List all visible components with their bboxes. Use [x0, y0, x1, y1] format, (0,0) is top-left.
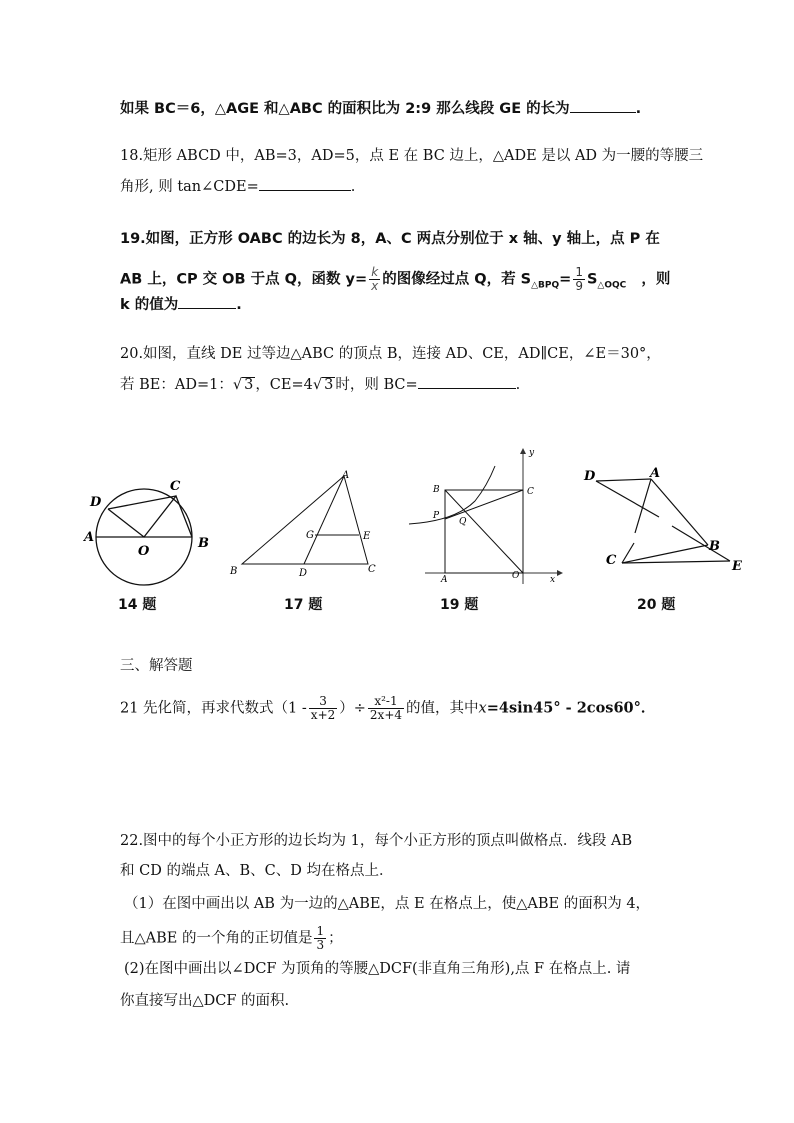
- q20-line2: 若 BE：AD=1：√ 3 ，CE=4√ 3 时，则 BC= .: [120, 374, 520, 395]
- f19-label-p: P: [433, 511, 440, 521]
- q21-text-d: =4sin45° - 2cos60°．: [486, 699, 656, 717]
- q17-end: .: [635, 101, 642, 117]
- q17-text: 如果 BC＝6，△AGE 和△ABC 的面积比为 2:9 那么线段 GE 的长为: [120, 101, 570, 117]
- q18-blank[interactable]: [259, 176, 351, 191]
- f14-label-a: A: [84, 530, 95, 545]
- figure-17: [225, 468, 385, 583]
- q19-line1: 19.如图，正方形 OABC 的边长为 8，A、C 两点分别位于 x 轴、y 轴上，点 P 在: [120, 231, 660, 247]
- q21-f1-den: x+2: [310, 708, 336, 722]
- q21-text-a: 21 先化简，再求代数式（1 -: [120, 700, 307, 717]
- f19-label-q: Q: [459, 517, 467, 527]
- f14-label-b: B: [198, 536, 209, 551]
- caption-19: 19 题: [440, 597, 479, 613]
- f20-label-e: E: [732, 559, 742, 574]
- q22-text-a: 且△ABE 的一个角的正切值是: [120, 930, 313, 947]
- q17-tail-line: [120, 98, 641, 119]
- f19-label-x: x: [550, 575, 556, 585]
- q22-text-b: ；: [328, 930, 343, 947]
- f14-label-o: O: [138, 544, 150, 559]
- f17-label-b: B: [230, 566, 238, 577]
- q21-text-b: ）÷: [339, 700, 366, 717]
- q21-x: x: [478, 700, 487, 717]
- q19-frac-19: [573, 266, 585, 293]
- sub-bpq: △BPQ: [531, 280, 560, 291]
- f17-label-c: C: [368, 564, 376, 575]
- q20-text-a: 若 BE：AD=1：: [120, 377, 233, 393]
- sub-oqc: △OQC: [597, 280, 627, 291]
- f20-label-d: D: [584, 469, 596, 484]
- figure-20: [578, 460, 748, 580]
- q20-text-c: 时，则 BC=: [335, 377, 418, 393]
- f20-label-a: A: [650, 466, 661, 481]
- q21-text-c: 的值，其中: [406, 700, 479, 717]
- q19-eq: =: [559, 271, 572, 288]
- f17-label-g: G: [306, 530, 314, 541]
- f20-label-c: C: [606, 553, 617, 568]
- f17-label-a: A: [342, 470, 350, 481]
- q20-end: .: [515, 377, 521, 393]
- f19-label-a: A: [441, 575, 448, 585]
- f14-label-c: C: [170, 479, 181, 494]
- q22-frac-3: 3: [316, 938, 325, 952]
- figure-19: [405, 446, 565, 586]
- q19-line3: [120, 294, 242, 315]
- q21-f2-num: x²-1: [368, 695, 404, 709]
- q22-line1: 22.图中的每个小正方形的边长均为 1，每个小正方形的顶点叫做格点．线段 AB: [120, 833, 633, 849]
- f19-label-c: C: [527, 487, 534, 497]
- q19-blank[interactable]: [178, 294, 236, 309]
- section-3-title: 三、解答题: [120, 658, 193, 674]
- q21-line: [120, 695, 655, 722]
- q19-text-k: k 的值为: [120, 297, 179, 313]
- f19-label-b: B: [433, 485, 440, 495]
- q19-s: S: [586, 271, 598, 288]
- q19-text-a: AB 上，CP 交 OB 于点 Q，函数 y=: [120, 271, 368, 288]
- q22-line3: （1）在图中画出以 AB 为一边的△ABE，点 E 在格点上，使△ABE 的面积为 4，: [124, 896, 651, 912]
- frac-1: 1: [575, 265, 583, 279]
- q17-blank[interactable]: [570, 98, 636, 113]
- figure-14: [80, 470, 210, 590]
- frac-k: k: [369, 266, 380, 280]
- frac-9: 9: [575, 279, 583, 293]
- q22-frac-1: 1: [316, 924, 325, 938]
- f20-label-b: B: [709, 539, 720, 554]
- sqrt-3b: 3: [324, 377, 334, 393]
- f14-label-d: D: [90, 495, 102, 510]
- q19-text-c: ，则: [641, 271, 671, 288]
- q20-line1: 20.如图，直线 DE 过等边△ABC 的顶点 B，连接 AD、CE，AD∥CE，∠E＝30°，: [120, 346, 661, 362]
- q19-frac-kx: [369, 266, 380, 293]
- q21-f2-den: 2x+4: [369, 708, 403, 722]
- q22-line2: 和 CD 的端点 A、B、C、D 均在格点上．: [120, 863, 394, 879]
- q21-frac1: [309, 695, 337, 722]
- caption-20: 20 题: [637, 597, 676, 613]
- q21-frac2: [368, 695, 404, 722]
- q19-end: .: [236, 297, 242, 313]
- q20-text-b: ，CE=4: [255, 377, 313, 393]
- caption-17: 17 题: [284, 597, 323, 613]
- q22-line6: 你直接写出△DCF 的面积.: [120, 993, 290, 1009]
- q18-line2: [120, 176, 355, 197]
- f17-label-d: D: [299, 568, 308, 579]
- f19-label-o: O: [512, 571, 520, 581]
- q22-line5: (2)在图中画出以∠DCF 为顶角的等腰△DCF(非直角三角形),点 F 在格点上. 请: [124, 961, 631, 977]
- q22-frac: [314, 925, 326, 952]
- sqrt-3a: 3: [244, 377, 254, 393]
- caption-14: 14 题: [118, 597, 157, 613]
- q18-text: 角形, 则 tan∠CDE=: [120, 179, 259, 195]
- q21-f1-num: 3: [309, 695, 337, 709]
- q18-end: .: [350, 179, 356, 195]
- q19-line2: [120, 266, 670, 295]
- frac-x: x: [371, 279, 379, 293]
- q18-line1: 18.矩形 ABCD 中，AB=3，AD=5，点 E 在 BC 边上，△ADE 是以 AD 为一腰的等腰三: [120, 148, 704, 164]
- f19-label-y: y: [529, 448, 535, 458]
- q20-blank[interactable]: [418, 374, 516, 389]
- f17-label-e: E: [363, 531, 371, 542]
- q19-text-b: 的图像经过点 Q，若 S: [382, 271, 532, 288]
- q22-line4: [120, 925, 343, 952]
